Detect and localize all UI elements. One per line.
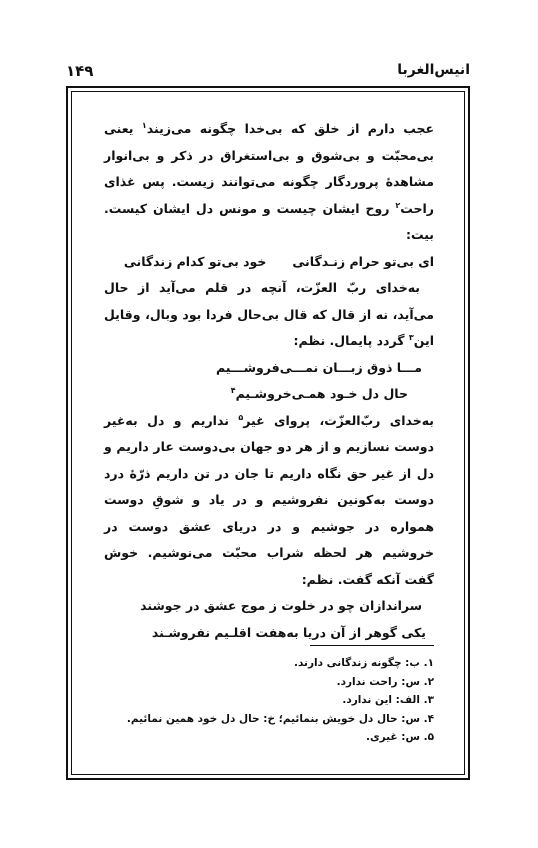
paragraph-3-text-b: نداریم و دل به‌غیر دوست نسازیم و از هر دو جهان بی‌دوست عار داریم و دل از غیر حق نگاه داریم تا جان در تن داریم ذرّهٔ درد دوست به‌کونین نفروشیم و در یاد و شوقِ دوست همواره در جوشیم و در دریای عشق دوست در خروشیم هر لحظه شراب محبّت می‌نوشیم. خوش گفت آنکه گفت. نظم: bbox=[104, 412, 434, 587]
paragraph-1-text-c: روح ایشان چیست و مونس دل ایشان کیست. بیت: bbox=[104, 200, 434, 242]
paragraph-2 bbox=[104, 275, 434, 355]
footnote-ref-4: ۴ bbox=[230, 385, 236, 395]
verse-5-text: یکی گوهر از آن دریا به‌هفت اقلـیم نفروشـند bbox=[151, 624, 426, 640]
footnote-5: ۵. س: غیری. bbox=[365, 731, 434, 743]
main-text bbox=[104, 116, 434, 646]
verse-5 bbox=[104, 620, 434, 647]
verse-2 bbox=[104, 355, 434, 382]
page-number: ۱۴۹ bbox=[66, 62, 94, 80]
paragraph-3-text-a: به‌خدای ربّ‌العزّت، پروای غیر bbox=[243, 412, 434, 428]
paragraph-3 bbox=[104, 408, 434, 594]
footnote-2: ۲. س: راحت ندارد. bbox=[336, 675, 434, 688]
verse-3-text: حال دل خـود همـی‌خروشـیم bbox=[235, 386, 408, 401]
paragraph-2-text-a: به‌خدای ربّ العزّت، آنچه در قلم می‌آید از حال می‌آید، نه از قال که قال بی‌حال فردا بود وبال، وقایل این bbox=[104, 280, 434, 348]
footnotes bbox=[126, 654, 434, 747]
verse-2-text: مـــا ذوق زبـــان نمـــی‌فروشـــیم bbox=[215, 359, 422, 375]
footnote-divider bbox=[310, 645, 434, 646]
footnote-ref-5: ۵ bbox=[238, 412, 244, 422]
verse-3 bbox=[104, 381, 434, 408]
footnote-1: ۱. ب: چگونه زندگانی دارند. bbox=[293, 657, 434, 669]
verse-4-text: سراندازان چو در خلوت ز موج عشق در جوشند bbox=[140, 598, 422, 613]
paragraph-1-text-a: عجب دارم از خلق که بی‌خدا چگونه می‌زیند bbox=[146, 121, 434, 136]
footnote-4: ۴. س: حال دل خویش بنمائیم؛ خ: حال دل خود همین نمائیم. bbox=[126, 712, 434, 725]
footnote-ref-2: ۲ bbox=[395, 200, 401, 210]
verse-1-hemistich-1: ای بی‌تو حرام زنـدگانی bbox=[292, 253, 434, 269]
page-header bbox=[66, 62, 470, 84]
paragraph-1 bbox=[104, 116, 434, 249]
verse-1 bbox=[104, 249, 434, 276]
running-title: انیس‌الغربا bbox=[397, 62, 470, 78]
paragraph-1-text-b: یعنی بی‌محبّت و بی‌شوق و بی‌استغراق در ذکر و بی‌انوار مشاهدهٔ پروردگار چگونه می‌توانند زیست. پس غذای راحت bbox=[104, 121, 434, 216]
footnote-3: ۳. الف: این ندارد. bbox=[342, 694, 434, 706]
verse-4 bbox=[104, 593, 434, 620]
verse-1-hemistich-2: خود بی‌تو کدام زندگانی bbox=[123, 253, 267, 269]
paragraph-2-text-b: گردد پایمال. نظم: bbox=[293, 333, 409, 348]
footnote-ref-1: ۱ bbox=[141, 120, 147, 130]
footnote-ref-3: ۳ bbox=[408, 332, 414, 342]
